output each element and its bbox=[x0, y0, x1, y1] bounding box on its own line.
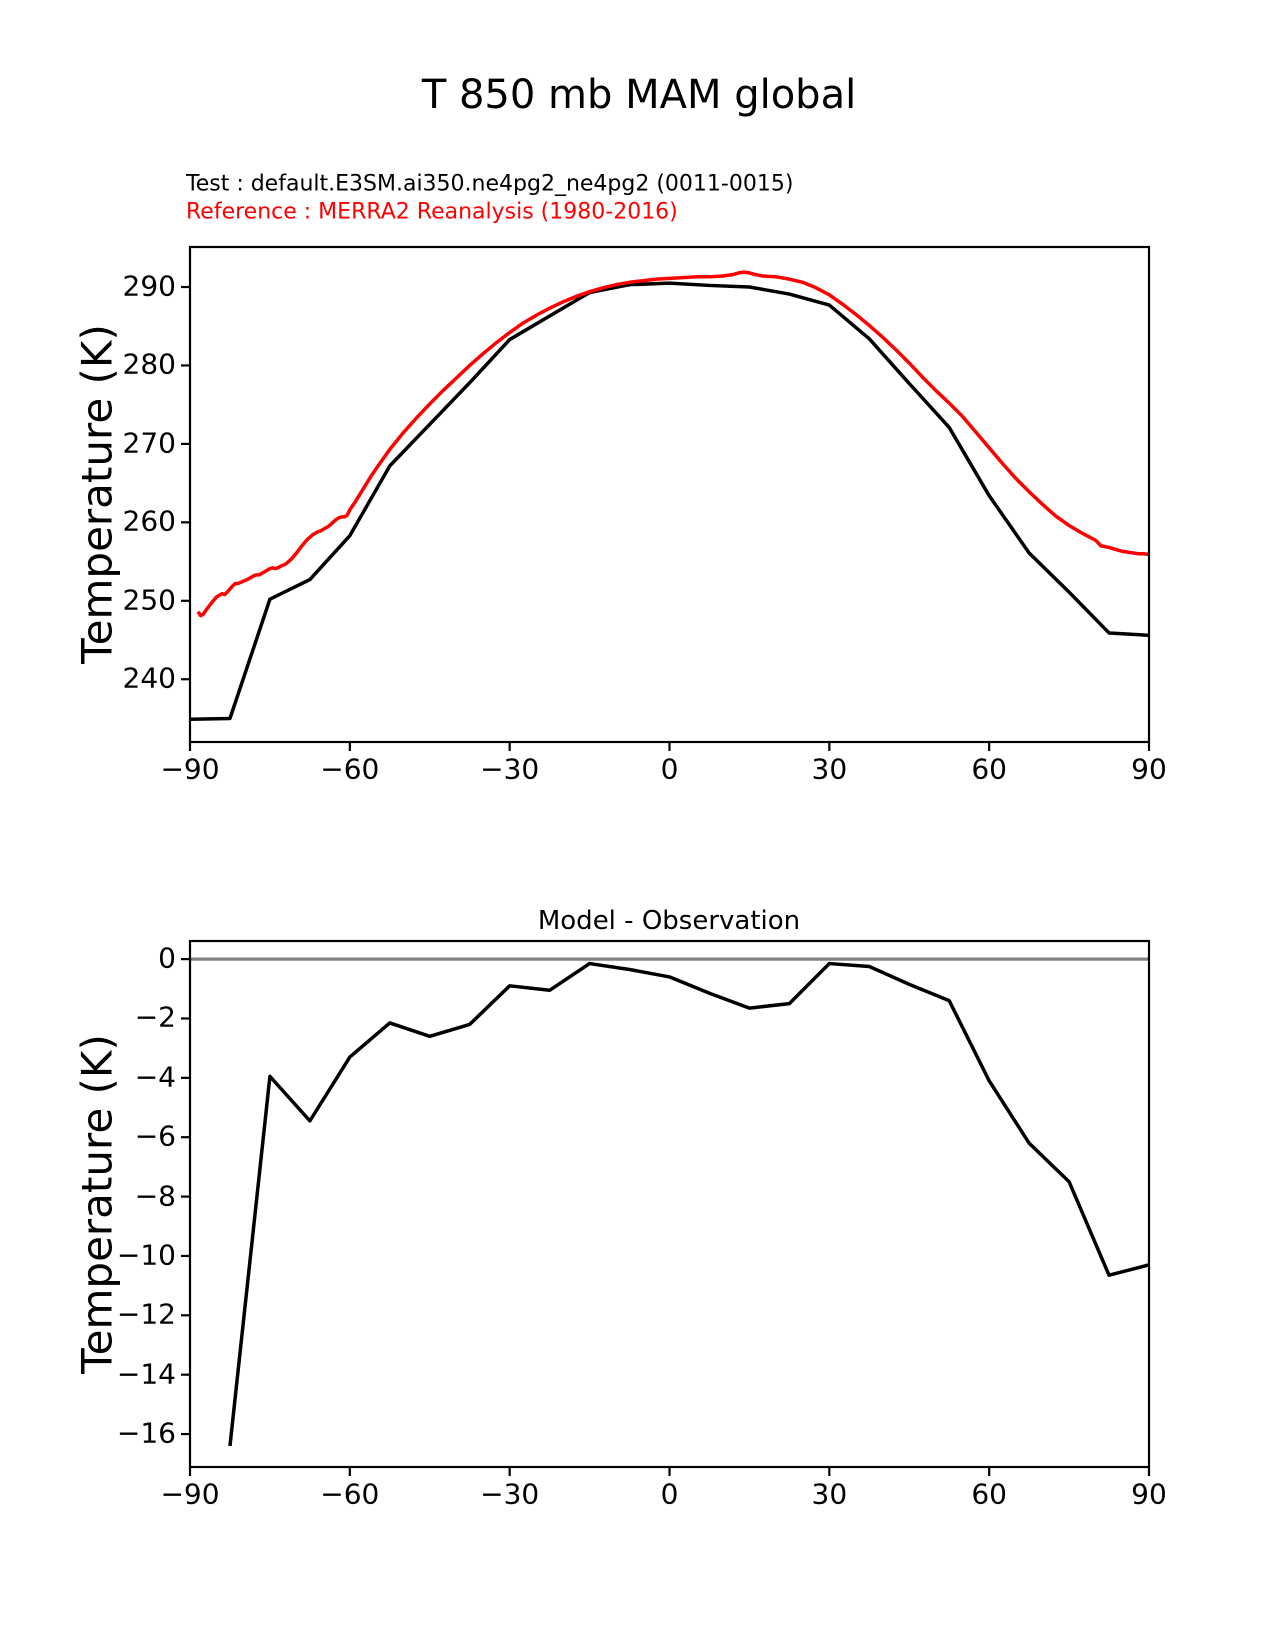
y-tick-label: −14 bbox=[116, 1357, 176, 1391]
figure-title: T 850 mb MAM global bbox=[421, 72, 857, 118]
x-tick-label: 90 bbox=[1131, 1477, 1167, 1511]
x-tick-label: −90 bbox=[160, 752, 220, 786]
zonal-mean-axes bbox=[181, 247, 1149, 751]
y-tick-label: 250 bbox=[122, 583, 176, 617]
x-tick-label: 30 bbox=[811, 752, 848, 786]
x-tick-label: 0 bbox=[660, 1477, 679, 1511]
x-tick-label: −60 bbox=[320, 752, 380, 786]
y-tick-label: −8 bbox=[134, 1179, 176, 1213]
y-tick-label: −2 bbox=[134, 1001, 176, 1035]
x-tick-label: 90 bbox=[1131, 752, 1167, 786]
difference-chart-title: Model - Observation bbox=[537, 906, 801, 936]
y-tick-label: 270 bbox=[122, 426, 176, 460]
axes-frame bbox=[190, 941, 1149, 1467]
x-tick-label: −90 bbox=[160, 1477, 220, 1511]
x-tick-label: 60 bbox=[971, 1477, 1007, 1511]
y-tick-label: −10 bbox=[116, 1238, 176, 1272]
difference-chart-ylabel: Temperature (K) bbox=[72, 1034, 122, 1374]
x-tick-label: −30 bbox=[480, 752, 540, 786]
test-line bbox=[190, 283, 1149, 719]
reference-line bbox=[198, 272, 1149, 616]
axes-frame bbox=[190, 247, 1149, 742]
y-tick-label: −12 bbox=[116, 1297, 176, 1331]
y-tick-label: 0 bbox=[158, 941, 176, 975]
y-tick-label: −4 bbox=[134, 1060, 176, 1094]
x-tick-label: 30 bbox=[811, 1477, 848, 1511]
x-tick-label: −60 bbox=[320, 1477, 380, 1511]
diff-line bbox=[230, 964, 1149, 1446]
y-tick-label: 290 bbox=[122, 269, 176, 303]
y-tick-label: 260 bbox=[122, 504, 176, 538]
x-tick-label: 60 bbox=[971, 752, 1007, 786]
y-tick-label: 280 bbox=[122, 348, 176, 382]
difference-axes bbox=[181, 941, 1149, 1476]
top-chart-ylabel: Temperature (K) bbox=[72, 324, 122, 664]
y-tick-label: −16 bbox=[116, 1416, 176, 1450]
y-tick-label: 240 bbox=[122, 661, 176, 695]
x-tick-label: 0 bbox=[660, 752, 679, 786]
reference-run-label: Reference : MERRA2 Reanalysis (1980-2016) bbox=[186, 199, 678, 225]
test-run-label: Test : default.E3SM.ai350.ne4pg2_ne4pg2 (0011-0015) bbox=[186, 171, 794, 197]
x-tick-label: −30 bbox=[480, 1477, 540, 1511]
y-tick-label: −6 bbox=[134, 1119, 176, 1153]
